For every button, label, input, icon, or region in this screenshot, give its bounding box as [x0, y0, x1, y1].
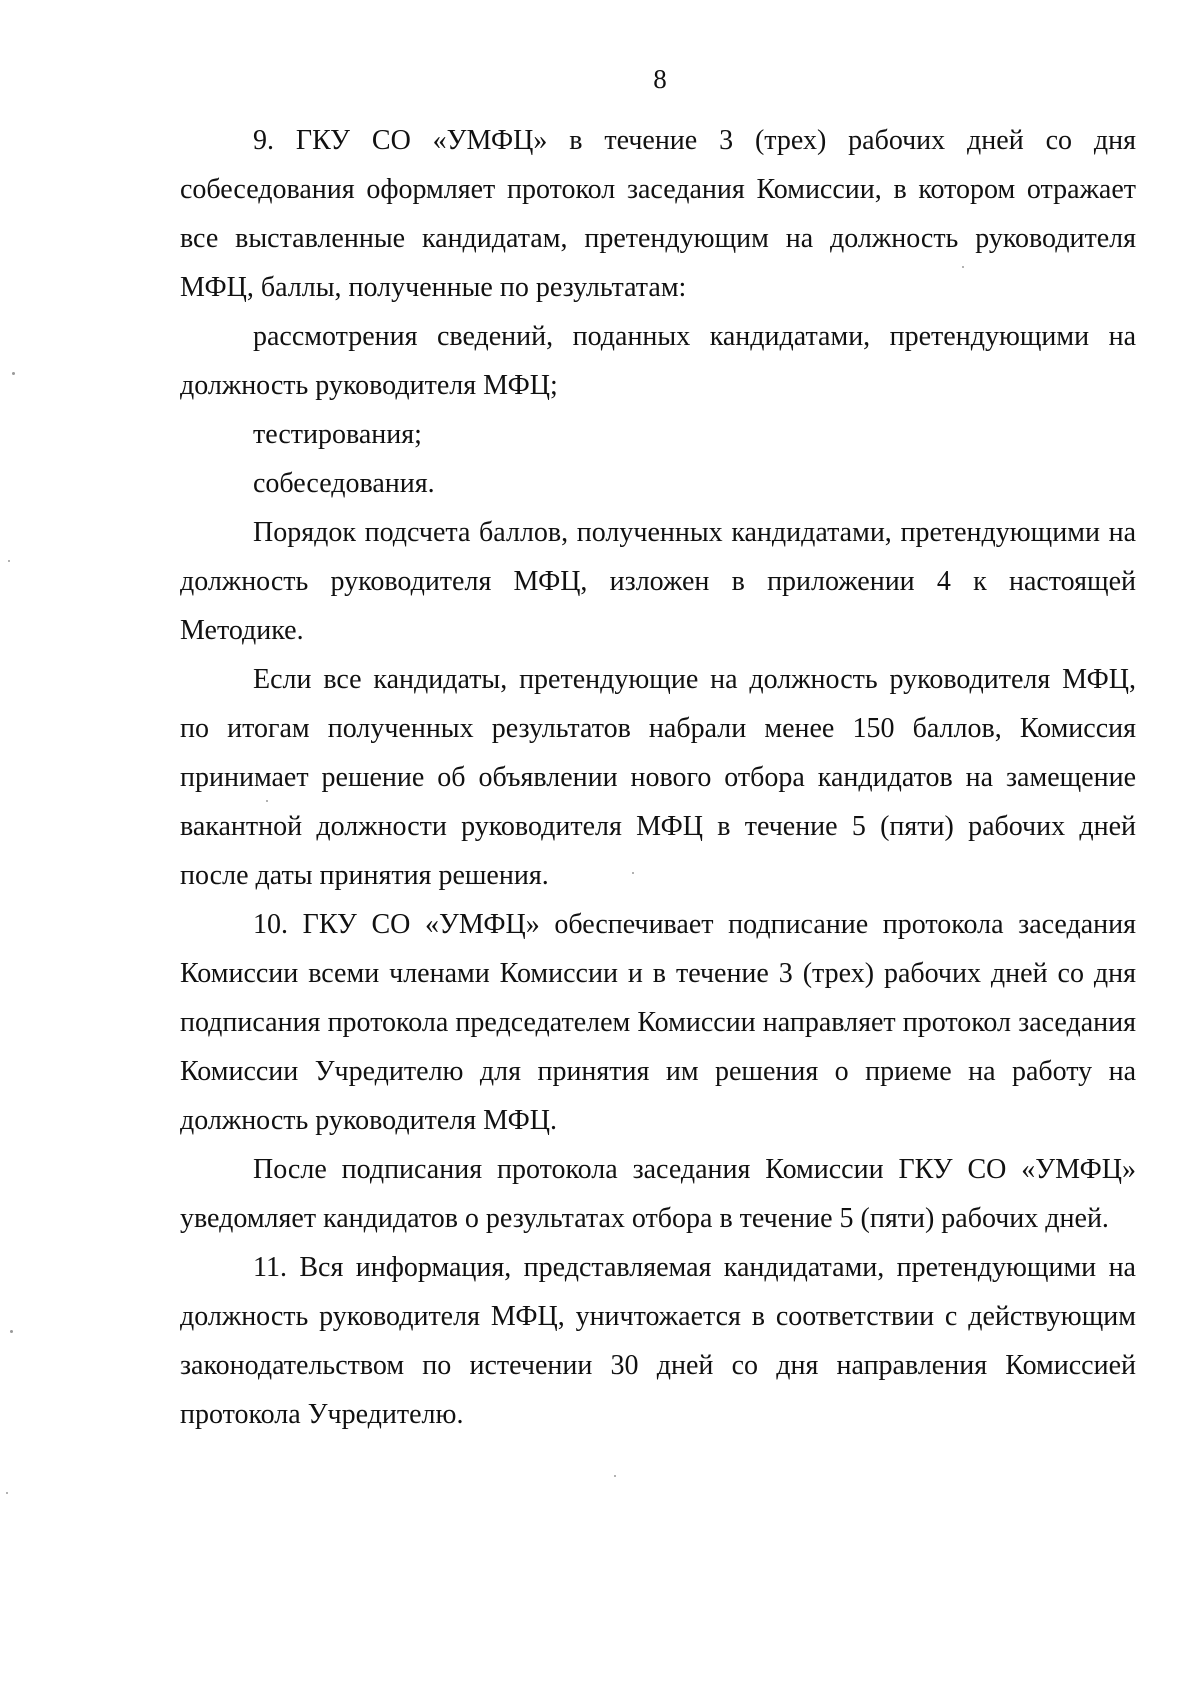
- scan-speck: [8, 560, 10, 562]
- scan-speck: [632, 872, 634, 874]
- scan-speck: [266, 800, 268, 802]
- paragraph-notification: После подписания протокола заседания Комиссии ГКУ СО «УМФЦ» уведомляет кандидатов о результатах отбора в течение 5 (пяти) рабочих дней.: [180, 1154, 1136, 1234]
- scan-speck: [614, 1475, 616, 1477]
- scan-speck: [12, 372, 15, 375]
- paragraph-new-selection: Если все кандидаты, претендующие на должность руководителя МФЦ, по итогам полученных результатов набрали менее 150 баллов, Комиссия принимает решение об объявлении нового отбора кандидатов на замещение вакантной должности руководителя МФЦ в течение 5 (пяти) рабочих дней после даты принятия решения.: [180, 664, 1136, 891]
- paragraph-item-9: 9. ГКУ СО «УМФЦ» в течение 3 (трех) рабочих дней со дня собеседования оформляет протокол заседания Комиссии, в котором отражает все выставленные кандидатам, претендующим на должность руководителя МФЦ, баллы, полученные по результатам:: [180, 125, 1136, 303]
- paragraph-review-of-submissions: рассмотрения сведений, поданных кандидатами, претендующими на должность руководителя МФЦ;: [180, 321, 1136, 401]
- paragraph-item-10: 10. ГКУ СО «УМФЦ» обеспечивает подписание протокола заседания Комиссии всеми членами Комиссии и в течение 3 (трех) рабочих дней со дня подписания протокола председателем Комиссии направляет протокол заседания Комиссии Учредителю для принятия им решения о приеме на работу на должность руководителя МФЦ.: [180, 909, 1136, 1136]
- scan-speck: [10, 1330, 13, 1333]
- scan-speck: [962, 266, 964, 268]
- document-body: [180, 116, 1136, 1439]
- paragraph-testing: тестирования;: [253, 419, 422, 450]
- paragraph-scoring-procedure: Порядок подсчета баллов, полученных кандидатами, претендующими на должность руководителя МФЦ, изложен в приложении 4 к настоящей Методике.: [180, 517, 1136, 646]
- paragraph-interview: собеседования.: [253, 468, 435, 499]
- paragraph-item-11: 11. Вся информация, представляемая кандидатами, претендующими на должность руководителя МФЦ, уничтожается в соответствии с действующим законодательством по истечении 30 дней со дня направления Комиссией протокола Учредителю.: [180, 1252, 1136, 1430]
- scan-speck: [6, 1492, 8, 1494]
- page-number: 8: [653, 64, 667, 94]
